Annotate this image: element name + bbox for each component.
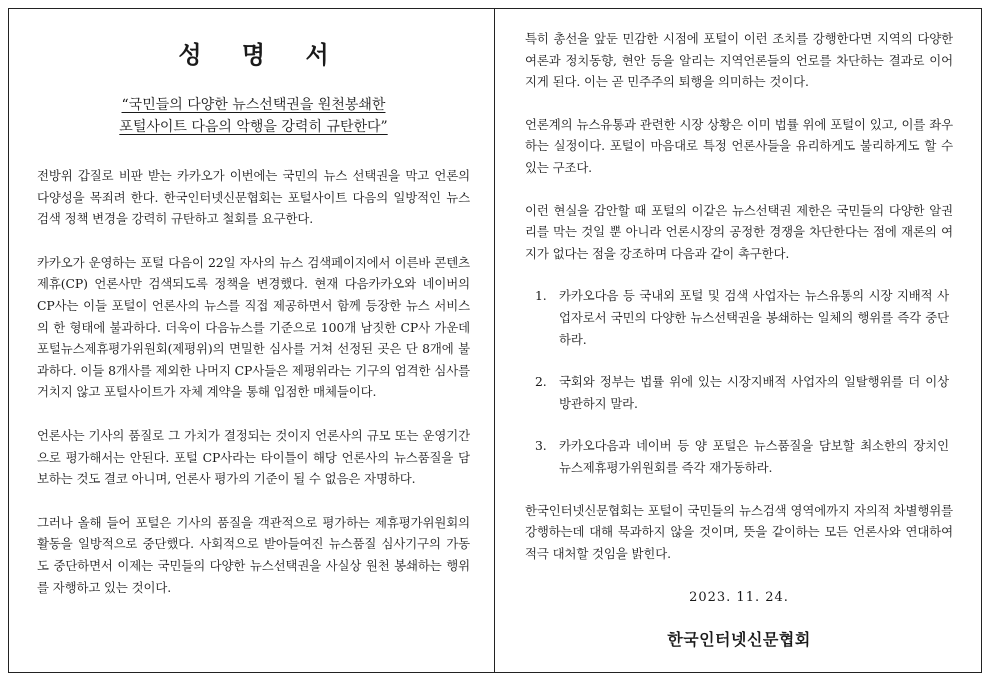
document-date: 2023. 11. 24. — [689, 590, 789, 606]
document-subtitle — [37, 94, 470, 138]
closing-paragraph: 한국인터넷신문협회는 포털이 국민들의 뉴스검색 영역에까지 자의적 차별행위를 강행하는데 대해 묵과하지 않을 것이며, 뜻을 같이하는 모든 언론사와 연대하여 적극 대처할 것임을 밝힌다. — [525, 502, 953, 561]
subtitle-line-1: “국민들의 다양한 뉴스선택권을 원천봉쇄한 — [121, 97, 386, 113]
paragraph: 이런 현실을 감안할 때 포털의 이같은 뉴스선택권 제한은 국민들의 다양한 알권리를 막는 것일 뿐 아니라 언론시장의 공정한 경쟁을 차단한다는 점에 재론의 여지가 없다는 점을 강조하며 다음과 같이 촉구한다. — [525, 202, 953, 261]
paragraph: 그러나 올해 들어 포털은 기사의 품질을 객관적으로 평가하는 제휴평가위원회의 활동을 일방적으로 중단했다. 사회적으로 받아들여진 뉴스품질 심사기구의 가동도 중단하면서 이제는 국민들의 다양한 뉴스선택권을 사실상 원천 봉쇄하는 행위를 자행하고 있는 것이다. — [37, 514, 470, 595]
signature: 한국인터넷신문협회 — [667, 630, 811, 650]
paragraph: 언론계의 뉴스유통과 관련한 시장 상황은 이미 법률 위에 포털이 있고, 이를 좌우하는 실정이다. 포털이 마음대로 특정 언론사들을 유리하게도 불리하게도 할 수 있는 구조다. — [525, 116, 953, 175]
paragraph: 언론사는 기사의 품질로 그 가치가 결정되는 것이지 언론사의 규모 또는 운영기간으로 평가해서는 안된다. 포털 CP사라는 타이틀이 해당 언론사의 뉴스품질을 담보하는 것도 결코 아니며, 언론사 평가의 기준이 될 수 없음은 자명하다. — [37, 427, 470, 487]
demand-text: 국회와 정부는 법률 위에 있는 시장지배적 사업자의 일탈행위를 더 이상 방관하지 말라. — [559, 374, 949, 411]
demand-number: 2. — [535, 374, 547, 390]
subtitle-line-2: 포털사이트 다음의 악행을 강력히 규탄한다” — [119, 119, 388, 135]
document-title: 성 명 서 — [178, 40, 345, 69]
demand-number: 1. — [535, 288, 547, 304]
demand-text: 카카오다음과 네이버 등 양 포털은 뉴스품질을 담보할 최소한의 장치인 뉴스제휴평가위원회를 즉각 재가동하라. — [559, 438, 949, 475]
demand-item — [525, 371, 953, 414]
paragraph: 카카오가 운영하는 포털 다음이 22일 자사의 뉴스 검색페이지에서 이른바 콘텐츠제휴(CP) 언론사만 검색되도록 정책을 변경했다. 현재 다음카카오와 네이버의 CP사는 이들 포털이 언론사의 뉴스를 직접 제공하면서 함께 등장한 뉴스 서비스의 한 형태에 불과하다. 더욱이 다음뉴스를 기준으로 100개 남짓한 CP사 가운데 포털뉴스제휴평가위원회(제평위)의 면밀한 심사를 거쳐 선정된 곳은 단 8개에 불과하다. 이들 8개사를 제외한 나머지 CP사들은 제평위라는 기구의 엄격한 심사를 거치지 않고 포털사이트가 자체 계약을 통해 입점한 매체들이다. — [37, 254, 470, 400]
demand-number: 3. — [535, 438, 547, 454]
demand-item — [525, 285, 953, 350]
left-column — [9, 8, 494, 598]
right-column — [495, 8, 981, 650]
demands-list — [525, 285, 953, 478]
demand-item — [525, 435, 953, 478]
paragraph: 전방위 갑질로 비판 받는 카카오가 이번에는 국민의 뉴스 선택권을 막고 언론의 다양성을 목죄려 한다. 한국인터넷신문협회는 포털사이트 다음의 일방적인 뉴스 검색 정책 변경을 강력히 규탄하고 철회를 요구한다. — [37, 168, 470, 227]
demand-text: 카카오다음 등 국내외 포털 및 검색 사업자는 뉴스유통의 시장 지배적 사업자로서 국민의 다양한 뉴스선택권을 봉쇄하는 일체의 행위를 즉각 중단하라. — [559, 288, 949, 347]
paragraph: 특히 총선을 앞둔 민감한 시점에 포털이 이런 조치를 강행한다면 지역의 다양한 여론과 정치동향, 현안 등을 알리는 지역언론들의 언로를 차단하는 결과로 이어지게 된다. 이는 곧 민주주의 퇴행을 의미하는 것이다. — [525, 31, 953, 90]
